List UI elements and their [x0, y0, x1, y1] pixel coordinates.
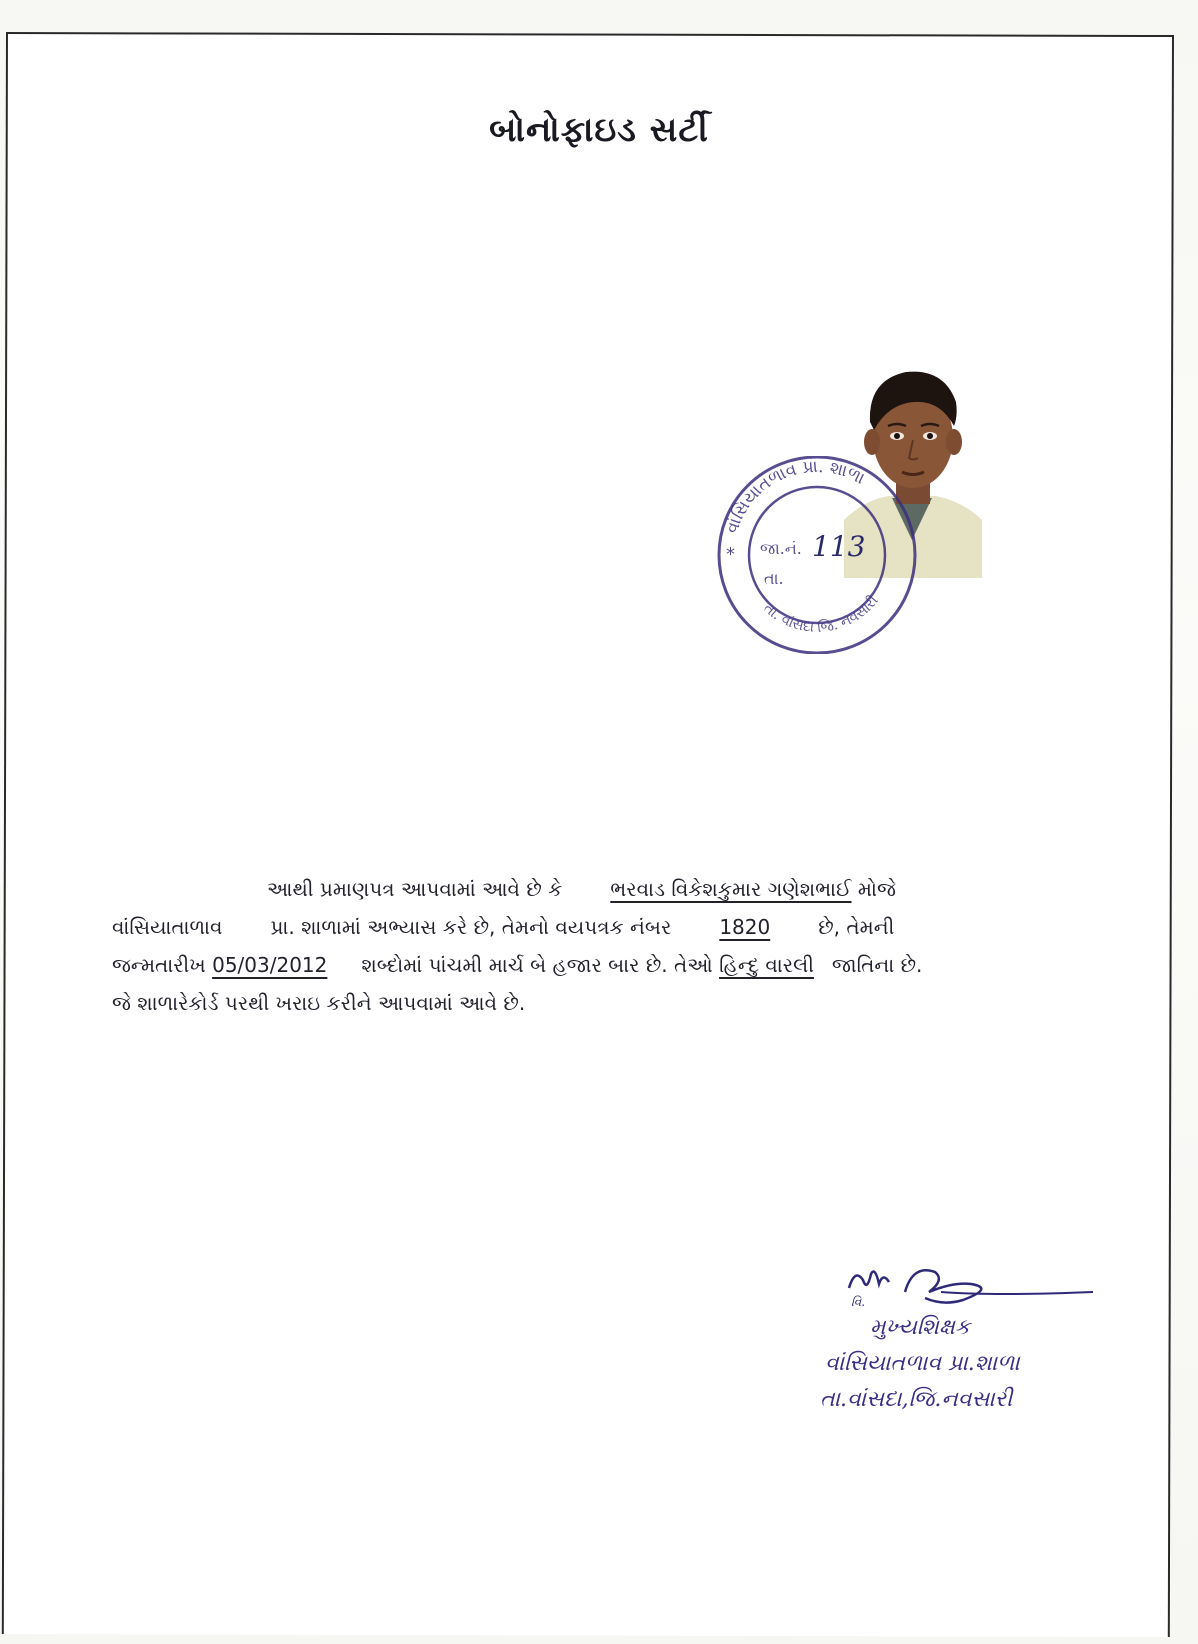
body-line-1: [112, 870, 1092, 908]
birth-date: 05/03/2012: [212, 953, 328, 977]
body-line-2: [112, 908, 1092, 946]
birth-words: શબ્દોમાં પાંચમી માર્ચ બે હજાર બાર છે. તેઓ: [361, 953, 713, 977]
school-stamp: [712, 456, 922, 654]
stamp-ring-bottom-text: તા. વાંસદા જિ. નવસારી: [760, 592, 882, 637]
headmaster-title: મુખ્યશિક્ષક: [870, 1315, 971, 1340]
student-name: ભરવાડ વિકેશકુમાર ગણેશભાઈ: [610, 877, 852, 901]
body-line-3: [112, 946, 1092, 984]
stamp-ring-text: વાંસિયાતળાવ પ્રા. શાળા: [722, 456, 869, 536]
stamp-label-number: જા.નં.: [760, 539, 802, 558]
moje-text: મોજે: [857, 877, 896, 901]
body-line-4: જે શાળારેકોર્ડ પરથી ખરાઇ કરીને આપવામાં આવે છે.: [112, 991, 526, 1015]
stamp-label-date: તા.: [764, 569, 784, 588]
village-name: વાંસિયાતાળાવ: [112, 915, 223, 939]
signature-initials: વિ.: [851, 1295, 866, 1309]
page-title: બોનોફાઇડ સર્ટી: [489, 110, 709, 150]
headmaster-signature: [845, 1262, 1095, 1310]
svg-text:*: *: [726, 544, 735, 565]
school-place: તા.વાંસદા,જિ.નવસારી: [820, 1387, 1013, 1412]
school-name: વાંસિયાતળાવ પ્રા.શાળા: [825, 1351, 1020, 1376]
svg-text:તા. વાંસદા જિ. નવસારી: [760, 593, 881, 636]
school-study-text: પ્રા. શાળામાં અભ્યાસ કરે છે, તેમનો વયપત્રક નંબર: [270, 915, 672, 939]
line3-tail: જાતિના છે.: [831, 953, 923, 977]
certificate-body: [112, 870, 1092, 1022]
caste: હિન્દુ વારલી: [719, 953, 814, 977]
signature-block: [810, 1310, 1070, 1418]
svg-text:વાંસિયાતળાવ પ્રા. શાળા: [722, 457, 868, 536]
line2-tail: છે, તેમની: [818, 915, 895, 939]
register-number: 1820: [719, 915, 771, 939]
stamp-handwritten-number: 113: [812, 530, 866, 563]
birth-label: જન્મતારીખ: [112, 953, 206, 977]
intro-text: આથી પ્રમાણપત્ર આપવામાં આવે છે કે: [267, 877, 563, 901]
